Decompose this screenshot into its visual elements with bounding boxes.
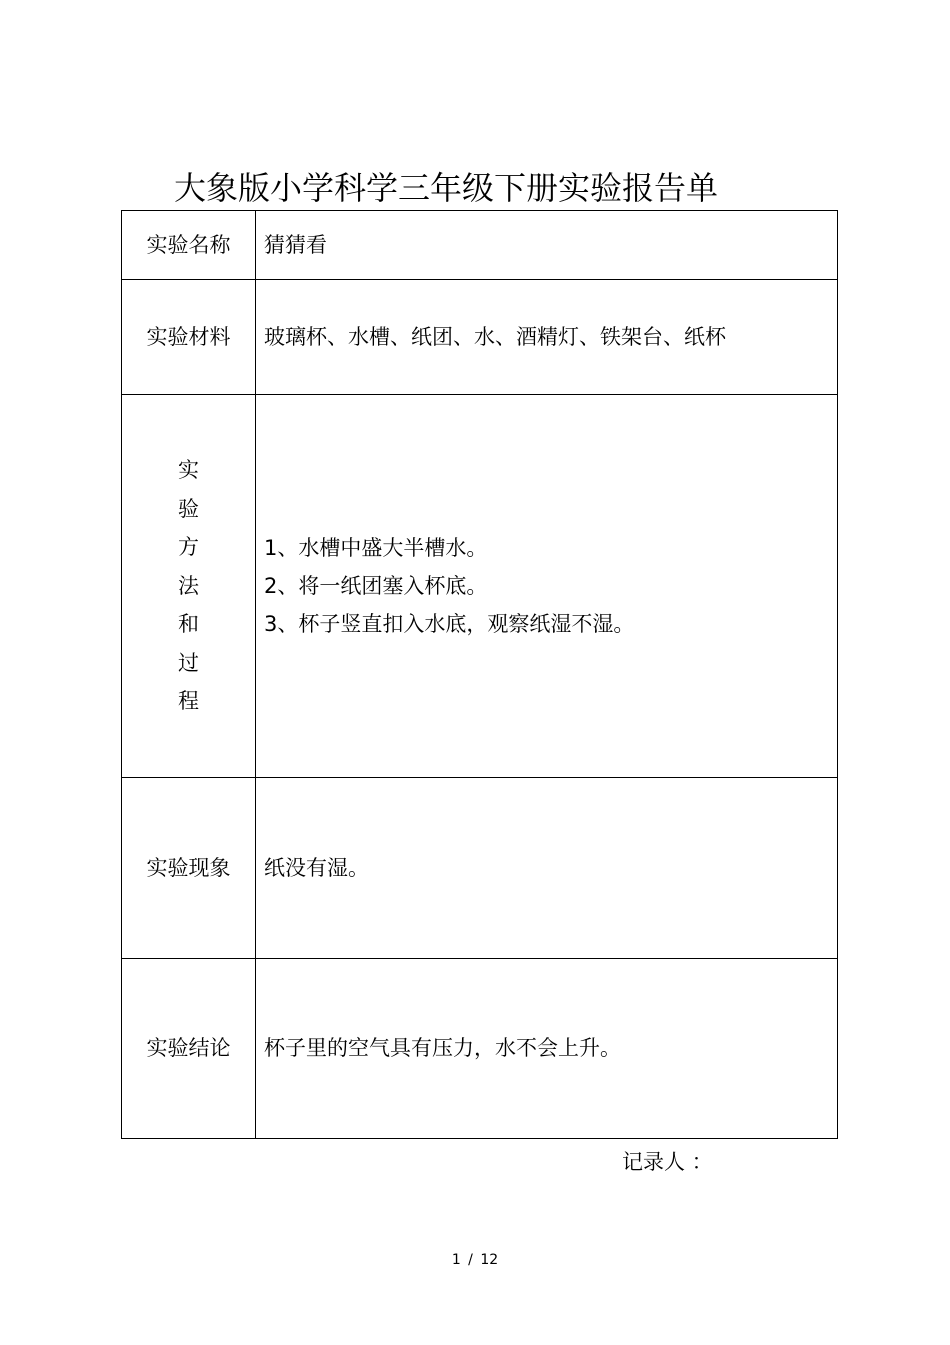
- phenomenon-value: 纸没有湿。: [256, 778, 838, 959]
- page-title: 大象版小学科学三年级下册实验报告单: [174, 169, 719, 207]
- method-step: 2、将一纸团塞入杯底。: [264, 574, 488, 598]
- table-row-experiment-name: [122, 211, 838, 280]
- method-label-char: 程: [178, 689, 199, 714]
- conclusion-label: 实验结论: [122, 959, 256, 1139]
- table-row-method: [122, 395, 838, 778]
- method-steps: [256, 395, 838, 778]
- page-number: 1 / 12: [451, 1252, 499, 1268]
- method-label-char: 实: [178, 458, 199, 483]
- method-label-char: 法: [178, 573, 199, 598]
- experiment-name-label: 实验名称: [122, 211, 256, 280]
- method-step: 1、水槽中盛大半槽水。: [264, 536, 488, 560]
- table-row-materials: [122, 280, 838, 395]
- conclusion-value: 杯子里的空气具有压力，水不会上升。: [256, 959, 838, 1139]
- method-label-char: 方: [178, 535, 199, 560]
- table-row-conclusion: [122, 959, 838, 1139]
- experiment-name-value: 猜猜看: [256, 211, 838, 280]
- method-label-char: 过: [178, 650, 199, 675]
- method-label: [122, 395, 256, 778]
- method-label-char: 验: [178, 496, 199, 521]
- recorder-label: 记录人 ：: [622, 1150, 713, 1174]
- table-row-phenomenon: [122, 778, 838, 959]
- phenomenon-label: 实验现象: [122, 778, 256, 959]
- report-table: [121, 210, 838, 1139]
- method-step: 3、杯子竖直扣入水底，观察纸湿不湿。: [264, 612, 635, 636]
- materials-label: 实验材料: [122, 280, 256, 395]
- method-label-char: 和: [178, 612, 199, 637]
- materials-value: 玻璃杯、水槽、纸团、水、酒精灯、铁架台、纸杯: [256, 280, 838, 395]
